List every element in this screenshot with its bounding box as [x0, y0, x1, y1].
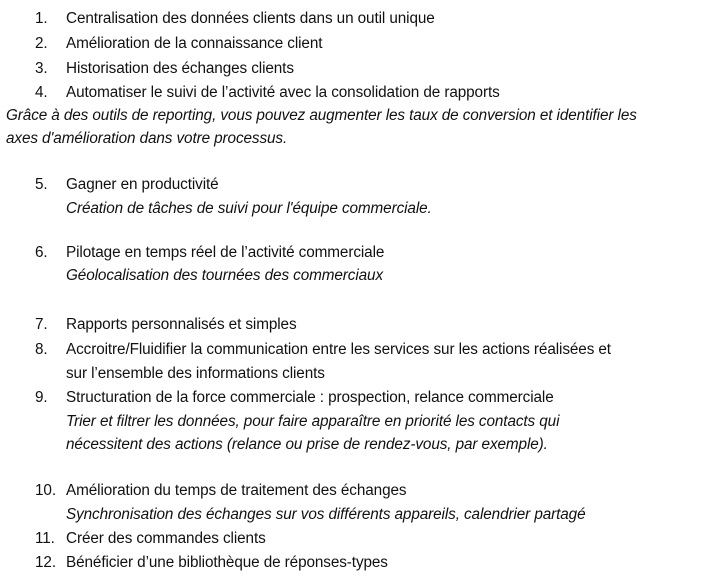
note-line: axes d'amélioration dans votre processus. — [6, 130, 288, 147]
list-number: 3. — [35, 60, 48, 77]
list-text: Pilotage en temps réel de l’activité commerciale — [66, 244, 385, 261]
list-subtext: Géolocalisation des tournées des commerciaux — [66, 267, 383, 284]
list-text: Centralisation des données clients dans un outil unique — [66, 10, 435, 27]
list-text: Amélioration du temps de traitement des échanges — [66, 482, 407, 499]
list-number: 4. — [35, 84, 48, 101]
list-subtext: Création de tâches de suivi pour l'équipe commerciale. — [66, 200, 432, 217]
note-line: Grâce à des outils de reporting, vous pouvez augmenter les taux de conversion et identifier les — [6, 107, 637, 124]
list-number: 10. — [35, 482, 56, 499]
list-number: 5. — [35, 176, 48, 193]
list-text: Rapports personnalisés et simples — [66, 316, 297, 333]
list-number: 2. — [35, 35, 48, 52]
list-number: 12. — [35, 554, 56, 571]
list-subtext: Trier et filtrer les données, pour faire apparaître en priorité les contacts qui — [66, 413, 560, 430]
list-text: Automatiser le suivi de l’activité avec la consolidation de rapports — [66, 84, 500, 101]
list-text: Gagner en productivité — [66, 176, 219, 193]
list-text: Amélioration de la connaissance client — [66, 35, 323, 52]
list-text: Historisation des échanges clients — [66, 60, 294, 77]
list-number: 9. — [35, 389, 48, 406]
list-text: Accroitre/Fluidifier la communication entre les services sur les actions réalisées et — [66, 341, 611, 358]
list-text: sur l’ensemble des informations clients — [66, 365, 325, 382]
list-text: Structuration de la force commerciale : prospection, relance commerciale — [66, 389, 554, 406]
list-text: Créer des commandes clients — [66, 530, 266, 547]
list-number: 6. — [35, 244, 48, 261]
list-number: 11. — [35, 530, 55, 547]
list-number: 8. — [35, 341, 48, 358]
list-text: Bénéficier d’une bibliothèque de réponses-types — [66, 554, 388, 571]
list-number: 1. — [35, 10, 48, 27]
list-subtext: nécessitent des actions (relance ou prise de rendez-vous, par exemple). — [66, 436, 548, 453]
list-subtext: Synchronisation des échanges sur vos différents appareils, calendrier partagé — [66, 506, 586, 523]
list-number: 7. — [35, 316, 48, 333]
